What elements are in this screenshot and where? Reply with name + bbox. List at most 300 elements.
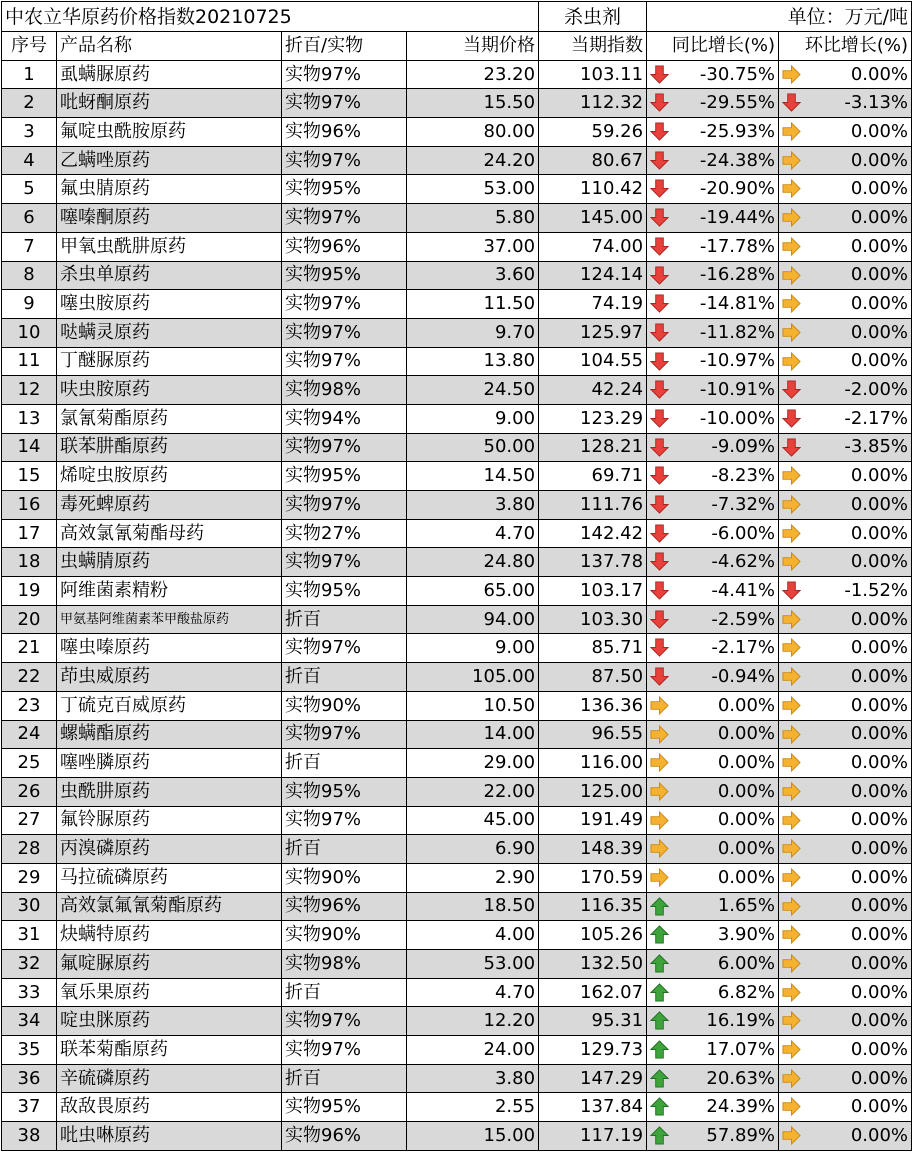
cell-name: 敌敌畏原药 — [57, 1093, 282, 1122]
cell-spec: 实物97% — [282, 146, 407, 175]
yoy-value: -2.17% — [711, 637, 776, 659]
table-row — [2, 175, 912, 204]
cell-mom — [779, 634, 912, 663]
cell-price: 80.00 — [407, 118, 539, 147]
header-name: 产品名称 — [57, 32, 282, 61]
down-arrow-icon — [782, 93, 801, 112]
cell-name: 马拉硫磷原药 — [57, 863, 282, 892]
cell-yoy — [647, 921, 779, 950]
yoy-value: 6.00% — [717, 952, 776, 974]
cell-no: 29 — [2, 863, 57, 892]
down-arrow-icon — [650, 638, 669, 657]
cell-no: 28 — [2, 835, 57, 864]
cell-mom — [779, 863, 912, 892]
cell-spec: 实物97% — [282, 290, 407, 319]
yoy-value: 0.00% — [717, 752, 776, 774]
cell-yoy — [647, 950, 779, 979]
cell-mom — [779, 691, 912, 720]
mom-value: 0.00% — [850, 149, 909, 171]
cell-price: 9.00 — [407, 634, 539, 663]
table-row — [2, 261, 912, 290]
cell-index: 132.50 — [539, 950, 647, 979]
cell-no: 19 — [2, 577, 57, 606]
cell-spec: 折百 — [282, 978, 407, 1007]
flat-arrow-icon — [650, 725, 669, 744]
cell-no: 31 — [2, 921, 57, 950]
cell-index: 124.14 — [539, 261, 647, 290]
cell-no: 38 — [2, 1122, 57, 1151]
cell-mom — [779, 777, 912, 806]
cell-mom — [779, 892, 912, 921]
cell-no: 7 — [2, 232, 57, 261]
cell-spec: 实物97% — [282, 347, 407, 376]
flat-arrow-icon — [782, 1011, 801, 1030]
table-title: 中农立华原药价格指数20210725 — [2, 2, 539, 32]
cell-name: 氧乐果原药 — [57, 978, 282, 1007]
down-arrow-icon — [650, 122, 669, 141]
cell-index: 145.00 — [539, 204, 647, 233]
flat-arrow-icon — [650, 696, 669, 715]
mom-value: 0.00% — [850, 522, 909, 544]
cell-name: 氟虫腈原药 — [57, 175, 282, 204]
down-arrow-icon — [650, 466, 669, 485]
cell-spec: 折百 — [282, 749, 407, 778]
flat-arrow-icon — [782, 983, 801, 1002]
table-row — [2, 118, 912, 147]
cell-yoy — [647, 261, 779, 290]
yoy-value: -14.81% — [699, 293, 776, 315]
cell-price: 4.70 — [407, 519, 539, 548]
cell-yoy — [647, 146, 779, 175]
cell-no: 26 — [2, 777, 57, 806]
flat-arrow-icon — [782, 495, 801, 514]
cell-spec: 实物97% — [282, 89, 407, 118]
cell-yoy — [647, 491, 779, 520]
cell-mom — [779, 118, 912, 147]
cell-spec: 实物90% — [282, 691, 407, 720]
mom-value: 0.00% — [850, 63, 909, 85]
cell-name: 氟啶虫酰胺原药 — [57, 118, 282, 147]
cell-name: 高效氯氰菊酯母药 — [57, 519, 282, 548]
table-row — [2, 663, 912, 692]
flat-arrow-icon — [782, 839, 801, 858]
cell-mom — [779, 950, 912, 979]
cell-price: 2.55 — [407, 1093, 539, 1122]
cell-no: 8 — [2, 261, 57, 290]
cell-name: 氟啶脲原药 — [57, 950, 282, 979]
yoy-value: 0.00% — [717, 780, 776, 802]
cell-price: 18.50 — [407, 892, 539, 921]
cell-index: 110.42 — [539, 175, 647, 204]
cell-mom — [779, 749, 912, 778]
cell-price: 45.00 — [407, 806, 539, 835]
cell-yoy — [647, 863, 779, 892]
cell-no: 14 — [2, 433, 57, 462]
cell-price: 2.90 — [407, 863, 539, 892]
down-arrow-icon — [650, 65, 669, 84]
table-row — [2, 491, 912, 520]
up-arrow-icon — [650, 983, 669, 1002]
cell-spec: 实物97% — [282, 806, 407, 835]
down-arrow-icon — [650, 179, 669, 198]
flat-arrow-icon — [782, 782, 801, 801]
cell-name: 杀虫单原药 — [57, 261, 282, 290]
cell-mom — [779, 462, 912, 491]
cell-yoy — [647, 175, 779, 204]
mom-value: 0.00% — [850, 752, 909, 774]
cell-mom — [779, 89, 912, 118]
cell-no: 4 — [2, 146, 57, 175]
cell-yoy — [647, 605, 779, 634]
cell-yoy — [647, 1007, 779, 1036]
cell-mom — [779, 577, 912, 606]
yoy-value: 6.82% — [717, 981, 776, 1003]
cell-no: 20 — [2, 605, 57, 634]
flat-arrow-icon — [650, 753, 669, 772]
table-row — [2, 519, 912, 548]
cell-spec: 实物90% — [282, 921, 407, 950]
cell-mom — [779, 146, 912, 175]
cell-index: 170.59 — [539, 863, 647, 892]
cell-price: 24.80 — [407, 548, 539, 577]
cell-name: 联苯肼酯原药 — [57, 433, 282, 462]
cell-spec: 折百 — [282, 663, 407, 692]
cell-index: 105.26 — [539, 921, 647, 950]
mom-value: 0.00% — [850, 493, 909, 515]
cell-price: 3.80 — [407, 1064, 539, 1093]
cell-yoy — [647, 978, 779, 1007]
cell-price: 6.90 — [407, 835, 539, 864]
cell-index: 104.55 — [539, 347, 647, 376]
table-row — [2, 232, 912, 261]
cell-no: 9 — [2, 290, 57, 319]
cell-no: 11 — [2, 347, 57, 376]
cell-name: 甲氧虫酰肼原药 — [57, 232, 282, 261]
cell-no: 32 — [2, 950, 57, 979]
cell-name: 毒死蜱原药 — [57, 491, 282, 520]
mom-value: -3.13% — [844, 92, 909, 114]
yoy-value: -8.23% — [711, 465, 776, 487]
up-arrow-icon — [650, 1040, 669, 1059]
flat-arrow-icon — [782, 352, 801, 371]
mom-value: 0.00% — [850, 1038, 909, 1060]
cell-no: 24 — [2, 720, 57, 749]
flat-arrow-icon — [782, 696, 801, 715]
cell-name: 吡蚜酮原药 — [57, 89, 282, 118]
flat-arrow-icon — [782, 208, 801, 227]
down-arrow-icon — [782, 581, 801, 600]
cell-price: 12.20 — [407, 1007, 539, 1036]
cell-mom — [779, 548, 912, 577]
mom-value: 0.00% — [850, 780, 909, 802]
cell-mom — [779, 1093, 912, 1122]
up-arrow-icon — [650, 897, 669, 916]
table-row — [2, 605, 912, 634]
yoy-value: -24.38% — [699, 149, 776, 171]
cell-mom — [779, 491, 912, 520]
cell-yoy — [647, 634, 779, 663]
yoy-value: 57.89% — [706, 1124, 776, 1146]
cell-name: 高效氯氟氰菊酯原药 — [57, 892, 282, 921]
cell-name: 丙溴磷原药 — [57, 835, 282, 864]
mom-value: 0.00% — [850, 178, 909, 200]
cell-no: 34 — [2, 1007, 57, 1036]
mom-value: 0.00% — [850, 551, 909, 573]
cell-spec: 实物95% — [282, 777, 407, 806]
cell-index: 80.67 — [539, 146, 647, 175]
cell-spec: 实物97% — [282, 720, 407, 749]
cell-spec: 折百 — [282, 1064, 407, 1093]
table-row — [2, 777, 912, 806]
table-row — [2, 835, 912, 864]
yoy-value: -9.09% — [711, 436, 776, 458]
cell-name: 虱螨脲原药 — [57, 60, 282, 89]
cell-index: 85.71 — [539, 634, 647, 663]
table-row — [2, 806, 912, 835]
cell-yoy — [647, 118, 779, 147]
cell-mom — [779, 204, 912, 233]
table-row — [2, 950, 912, 979]
down-arrow-icon — [782, 438, 801, 457]
cell-name: 烯啶虫胺原药 — [57, 462, 282, 491]
cell-index: 129.73 — [539, 1036, 647, 1065]
cell-no: 21 — [2, 634, 57, 663]
down-arrow-icon — [650, 552, 669, 571]
cell-name: 噻唑膦原药 — [57, 749, 282, 778]
cell-price: 4.00 — [407, 921, 539, 950]
header-price: 当期价格 — [407, 32, 539, 61]
down-arrow-icon — [650, 294, 669, 313]
cell-spec: 实物97% — [282, 60, 407, 89]
yoy-value: -20.90% — [699, 178, 776, 200]
cell-name: 丁醚脲原药 — [57, 347, 282, 376]
cell-spec: 实物97% — [282, 634, 407, 663]
cell-name: 丁硫克百威原药 — [57, 691, 282, 720]
cell-yoy — [647, 376, 779, 405]
down-arrow-icon — [650, 323, 669, 342]
cell-spec: 实物96% — [282, 232, 407, 261]
cell-yoy — [647, 835, 779, 864]
cell-yoy — [647, 433, 779, 462]
mom-value: 0.00% — [850, 264, 909, 286]
cell-yoy — [647, 519, 779, 548]
yoy-value: -19.44% — [699, 206, 776, 228]
cell-no: 5 — [2, 175, 57, 204]
flat-arrow-icon — [782, 552, 801, 571]
cell-mom — [779, 978, 912, 1007]
yoy-value: 17.07% — [706, 1038, 776, 1060]
cell-name: 氯氰菊酯原药 — [57, 404, 282, 433]
yoy-value: 24.39% — [706, 1096, 776, 1118]
cell-name: 甲氨基阿维菌素苯甲酸盐原药 — [57, 605, 282, 634]
cell-index: 74.19 — [539, 290, 647, 319]
cell-index: 148.39 — [539, 835, 647, 864]
cell-index: 125.00 — [539, 777, 647, 806]
cell-index: 142.42 — [539, 519, 647, 548]
table-row — [2, 921, 912, 950]
cell-yoy — [647, 290, 779, 319]
header-index: 当期指数 — [539, 32, 647, 61]
cell-index: 69.71 — [539, 462, 647, 491]
flat-arrow-icon — [650, 868, 669, 887]
cell-index: 74.00 — [539, 232, 647, 261]
mom-value: 0.00% — [850, 1096, 909, 1118]
cell-index: 111.76 — [539, 491, 647, 520]
cell-spec: 实物97% — [282, 1036, 407, 1065]
cell-index: 125.97 — [539, 318, 647, 347]
cell-mom — [779, 835, 912, 864]
table-row — [2, 89, 912, 118]
cell-no: 15 — [2, 462, 57, 491]
cell-yoy — [647, 89, 779, 118]
cell-yoy — [647, 1064, 779, 1093]
down-arrow-icon — [650, 667, 669, 686]
cell-price: 11.50 — [407, 290, 539, 319]
cell-price: 29.00 — [407, 749, 539, 778]
table-row — [2, 1093, 912, 1122]
cell-mom — [779, 519, 912, 548]
cell-spec: 实物96% — [282, 1122, 407, 1151]
table-row — [2, 60, 912, 89]
table-row — [2, 347, 912, 376]
cell-price: 105.00 — [407, 663, 539, 692]
cell-price: 94.00 — [407, 605, 539, 634]
cell-yoy — [647, 892, 779, 921]
cell-spec: 实物95% — [282, 1093, 407, 1122]
cell-yoy — [647, 60, 779, 89]
cell-index: 136.36 — [539, 691, 647, 720]
cell-mom — [779, 433, 912, 462]
cell-spec: 实物97% — [282, 1007, 407, 1036]
flat-arrow-icon — [782, 65, 801, 84]
cell-index: 117.19 — [539, 1122, 647, 1151]
flat-arrow-icon — [650, 811, 669, 830]
mom-value: 0.00% — [850, 866, 909, 888]
cell-name: 噻嗪酮原药 — [57, 204, 282, 233]
mom-value: -2.17% — [844, 407, 909, 429]
cell-no: 3 — [2, 118, 57, 147]
down-arrow-icon — [650, 610, 669, 629]
yoy-value: -6.00% — [711, 522, 776, 544]
mom-value: 0.00% — [850, 1124, 909, 1146]
up-arrow-icon — [650, 1126, 669, 1145]
cell-no: 23 — [2, 691, 57, 720]
cell-yoy — [647, 232, 779, 261]
table-row — [2, 1007, 912, 1036]
mom-value: 0.00% — [850, 895, 909, 917]
mom-value: 0.00% — [850, 465, 909, 487]
flat-arrow-icon — [782, 1126, 801, 1145]
yoy-value: -4.62% — [711, 551, 776, 573]
up-arrow-icon — [650, 954, 669, 973]
header-yoy: 同比增长(%) — [647, 32, 779, 61]
cell-spec: 实物97% — [282, 491, 407, 520]
flat-arrow-icon — [782, 323, 801, 342]
cell-spec: 实物94% — [282, 404, 407, 433]
cell-name: 茚虫威原药 — [57, 663, 282, 692]
flat-arrow-icon — [782, 954, 801, 973]
cell-spec: 实物95% — [282, 577, 407, 606]
cell-price: 3.80 — [407, 491, 539, 520]
mom-value: 0.00% — [850, 206, 909, 228]
flat-arrow-icon — [782, 179, 801, 198]
cell-index: 112.32 — [539, 89, 647, 118]
mom-value: 0.00% — [850, 723, 909, 745]
yoy-value: -10.00% — [699, 407, 776, 429]
cell-mom — [779, 261, 912, 290]
cell-yoy — [647, 1093, 779, 1122]
mom-value: 0.00% — [850, 952, 909, 974]
table-row — [2, 720, 912, 749]
down-arrow-icon — [782, 409, 801, 428]
cell-yoy — [647, 318, 779, 347]
cell-mom — [779, 1007, 912, 1036]
header-spec: 折百/实物 — [282, 32, 407, 61]
cell-mom — [779, 290, 912, 319]
cell-no: 13 — [2, 404, 57, 433]
table-row — [2, 146, 912, 175]
cell-no: 6 — [2, 204, 57, 233]
down-arrow-icon — [650, 93, 669, 112]
cell-spec: 实物95% — [282, 261, 407, 290]
cell-name: 虫酰肼原药 — [57, 777, 282, 806]
mom-value: 0.00% — [850, 235, 909, 257]
cell-spec: 折百 — [282, 605, 407, 634]
cell-spec: 实物96% — [282, 118, 407, 147]
mom-value: 0.00% — [850, 321, 909, 343]
header-row — [2, 32, 912, 61]
cell-yoy — [647, 548, 779, 577]
flat-arrow-icon — [650, 839, 669, 858]
yoy-value: 0.00% — [717, 694, 776, 716]
table-row — [2, 749, 912, 778]
flat-arrow-icon — [782, 294, 801, 313]
table-row — [2, 634, 912, 663]
table-row — [2, 376, 912, 405]
cell-index: 87.50 — [539, 663, 647, 692]
mom-value: 0.00% — [850, 608, 909, 630]
cell-spec: 实物97% — [282, 318, 407, 347]
cell-no: 30 — [2, 892, 57, 921]
cell-no: 37 — [2, 1093, 57, 1122]
flat-arrow-icon — [782, 266, 801, 285]
mom-value: 0.00% — [850, 1010, 909, 1032]
cell-no: 18 — [2, 548, 57, 577]
cell-yoy — [647, 347, 779, 376]
mom-value: 0.00% — [850, 120, 909, 142]
cell-mom — [779, 347, 912, 376]
cell-price: 13.80 — [407, 347, 539, 376]
cell-no: 22 — [2, 663, 57, 692]
cell-price: 37.00 — [407, 232, 539, 261]
cell-no: 27 — [2, 806, 57, 835]
cell-no: 25 — [2, 749, 57, 778]
cell-name: 哒螨灵原药 — [57, 318, 282, 347]
cell-no: 17 — [2, 519, 57, 548]
yoy-value: -0.94% — [711, 665, 776, 687]
yoy-value: -30.75% — [699, 63, 776, 85]
down-arrow-icon — [650, 208, 669, 227]
cell-index: 103.17 — [539, 577, 647, 606]
cell-yoy — [647, 749, 779, 778]
flat-arrow-icon — [782, 753, 801, 772]
cell-no: 16 — [2, 491, 57, 520]
cell-name: 辛硫磷原药 — [57, 1064, 282, 1093]
yoy-value: 1.65% — [717, 895, 776, 917]
mom-value: 0.00% — [850, 665, 909, 687]
table-row — [2, 892, 912, 921]
yoy-value: -10.97% — [699, 350, 776, 372]
